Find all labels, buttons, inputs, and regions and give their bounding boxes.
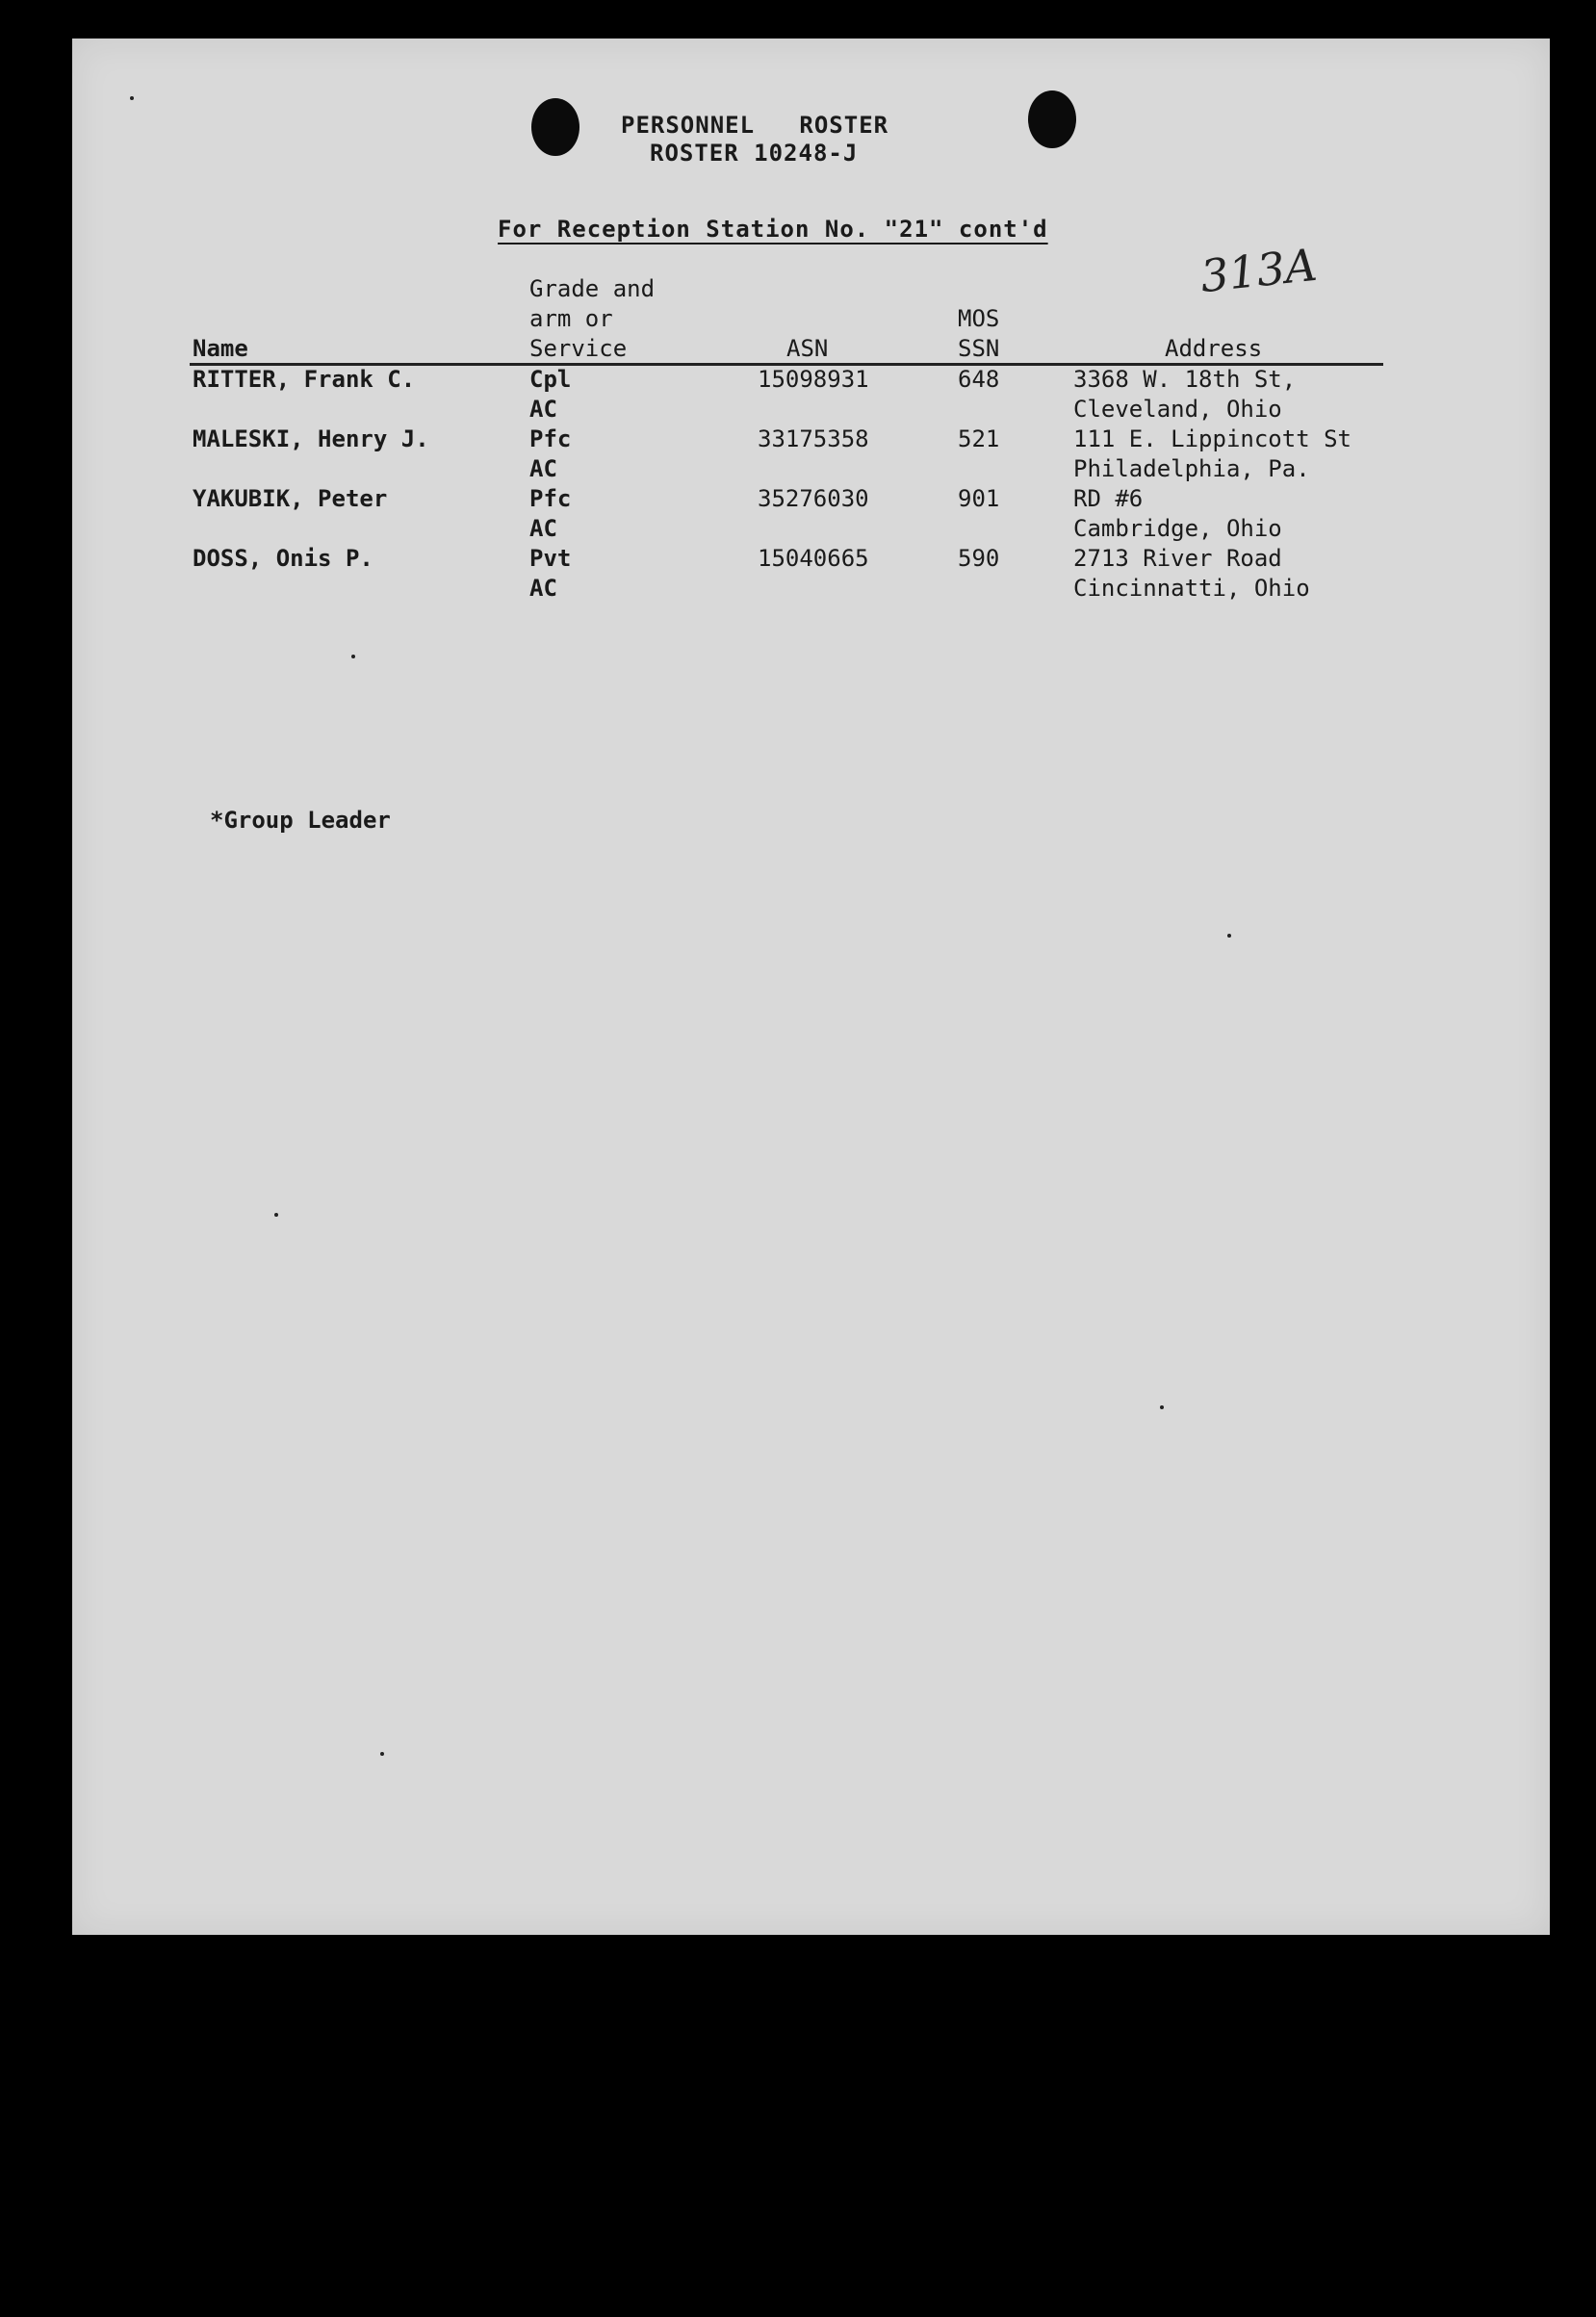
roster-asn: 33175358 [758,425,869,452]
paper-speck [130,96,134,100]
column-header-address: Address [1165,335,1263,362]
roster-mos: 648 [958,366,1000,393]
column-header-ssn: SSN [958,335,1000,362]
paper-speck [1160,1405,1164,1409]
roster-address-line2: Philadelphia, Pa. [1073,455,1310,482]
column-header-asn: ASN [786,335,829,362]
group-leader-footnote: *Group Leader [210,807,391,834]
paper-speck [274,1213,278,1217]
punch-hole-left [531,98,579,156]
reception-station-subtitle: For Reception Station No. "21" cont'd [498,216,1048,243]
roster-mos: 590 [958,545,1000,572]
column-header-grade-1: Grade and [529,275,656,302]
roster-address-line1: RD #6 [1073,485,1144,512]
roster-mos: 521 [958,425,1000,452]
handwritten-page-number: 313A [1197,238,1320,303]
punch-hole-right [1028,90,1076,148]
column-header-grade-2: arm or [529,305,613,332]
paper-speck [351,655,355,658]
document-page [72,39,1550,1935]
column-header-name: Name [193,335,248,362]
roster-grade: Pvt [529,545,572,572]
roster-name: MALESKI, Henry J. [193,425,429,452]
roster-service: AC [529,575,557,602]
roster-grade: Pfc [529,485,572,512]
roster-mos: 901 [958,485,1000,512]
roster-service: AC [529,515,557,542]
roster-grade: Pfc [529,425,572,452]
roster-number: ROSTER 10248-J [650,140,859,167]
roster-address-line1: 3368 W. 18th St, [1073,366,1297,393]
roster-asn: 35276030 [758,485,869,512]
roster-service: AC [529,396,557,423]
column-header-mos: MOS [958,305,1000,332]
roster-name: YAKUBIK, Peter [193,485,388,512]
roster-asn: 15040665 [758,545,869,572]
column-header-grade-3: Service [529,335,628,362]
roster-address-line2: Cambridge, Ohio [1073,515,1282,542]
roster-address-line1: 2713 River Road [1073,545,1282,572]
paper-speck [1227,934,1231,938]
paper-speck [380,1752,384,1756]
roster-asn: 15098931 [758,366,869,393]
roster-name: DOSS, Onis P. [193,545,373,572]
roster-title: PERSONNEL ROSTER [621,112,889,139]
roster-address-line1: 111 E. Lippincott St [1073,425,1351,452]
roster-service: AC [529,455,557,482]
roster-name: RITTER, Frank C. [193,366,416,393]
roster-grade: Cpl [529,366,572,393]
roster-address-line2: Cleveland, Ohio [1073,396,1282,423]
roster-address-line2: Cincinnatti, Ohio [1073,575,1310,602]
